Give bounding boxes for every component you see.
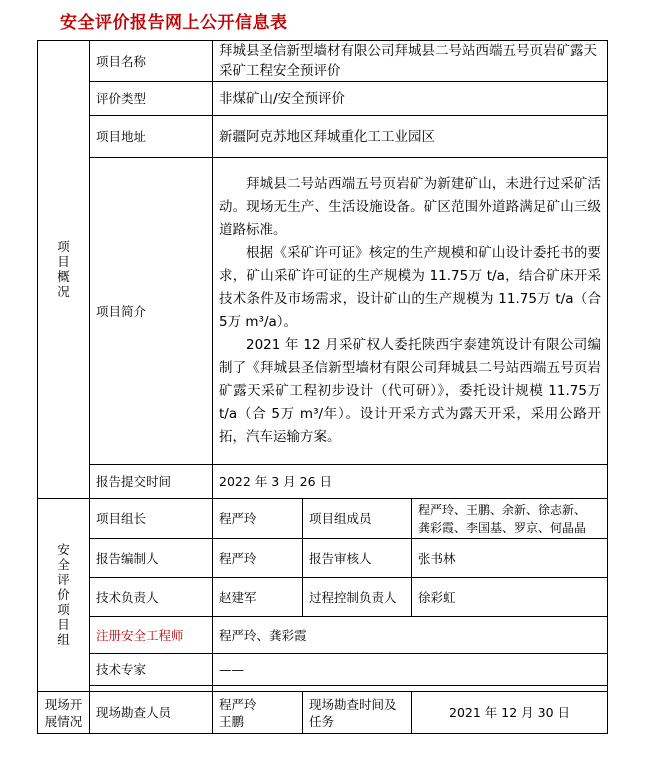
eval-type-label: 评价类型: [90, 82, 213, 116]
engineer-value: 程严玲、龚彩霞: [213, 617, 608, 654]
row-engineer: [38, 617, 608, 654]
intro-paragraph: 2021 年 12 月采矿权人委托陕西宇泰建筑设计有限公司编制了《拜城县圣信新型墙材有限公司拜城县二号站西端五号页岩矿露天采矿工程初步设计（代可研）》，委托设计规模 11.75万 t/a（合 5万 m³/年）。设计开采方式为露天开采，采用公路开拓，汽车运输方案。: [219, 337, 602, 445]
submit-time-value: 2022 年 3 月 26 日: [213, 465, 608, 499]
expert-value: ——: [213, 654, 608, 686]
survey-time-value: 2021 年 12 月 30 日: [412, 692, 608, 734]
reviewer-label: 报告审核人: [303, 539, 412, 578]
row-eval-type: [38, 82, 608, 116]
tech-lead-label: 技术负责人: [90, 578, 213, 617]
reviewer-value: 张书林: [412, 539, 608, 578]
page-title: 安全评价报告网上公开信息表: [60, 13, 288, 33]
intro-value: [213, 158, 608, 465]
process-value: 徐彩虹: [412, 578, 608, 617]
members-value: 程严玲、王鹏、余新、徐志新、 龚彩霞、李国基、罗京、何晶晶: [412, 499, 608, 539]
row-intro: [38, 158, 608, 465]
survey-label: 现场勘查人员: [90, 692, 213, 734]
row-tech-lead: [38, 578, 608, 617]
submit-time-label: 报告提交时间: [90, 465, 213, 499]
address-value: 新疆阿克苏地区拜城重化工工业园区: [213, 116, 608, 158]
address-label: 项目地址: [90, 116, 213, 158]
intro-paragraph: 根据《采矿许可证》核定的生产规模和矿山设计委托书的要求，矿山采矿许可证的生产规模为 11.75万 t/a，结合矿床开采技术条件及市场需求，设计矿山的生产规模为 11.75万 t/a（合 5万 m³/a）。: [219, 245, 602, 330]
row-leader: [38, 499, 608, 539]
section-team: 安全评价项目组: [38, 499, 90, 692]
row-address: [38, 116, 608, 158]
row-compiler: [38, 539, 608, 578]
leader-label: 项目组长: [90, 499, 213, 539]
intro-paragraph: 拜城县二号站西端五号页岩矿为新建矿山，未进行过采矿活动。现场无生产、生活设施设备。矿区范围外道路满足矿山三级道路标准。: [219, 176, 602, 238]
tech-lead-value: 赵建军: [213, 578, 303, 617]
row-submit-time: [38, 465, 608, 499]
section-overview: 项目概况: [38, 41, 90, 499]
expert-label: 技术专家: [90, 654, 213, 686]
survey-time-label: 现场勘查时间及任务: [303, 692, 412, 734]
leader-value: 程严玲: [213, 499, 303, 539]
intro-label: 项目简介: [90, 158, 213, 465]
section-site: 现场开 展情况: [38, 692, 90, 734]
project-name-value: 拜城县圣信新型墙材有限公司拜城县二号站西端五号页岩矿露天采矿工程安全预评价: [213, 41, 608, 82]
project-name-label: 项目名称: [90, 41, 213, 82]
compiler-label: 报告编制人: [90, 539, 213, 578]
engineer-label: 注册安全工程师: [90, 617, 213, 654]
members-label: 项目组成员: [303, 499, 412, 539]
row-expert: [38, 654, 608, 686]
process-label: 过程控制负责人: [303, 578, 412, 617]
compiler-value: 程严玲: [213, 539, 303, 578]
row-project-name: [38, 41, 608, 82]
surveyors-value: 程严玲 王鹏: [213, 692, 303, 734]
row-site: [38, 692, 608, 734]
eval-type-value: 非煤矿山/安全预评价: [213, 82, 608, 116]
info-table: [37, 40, 608, 734]
